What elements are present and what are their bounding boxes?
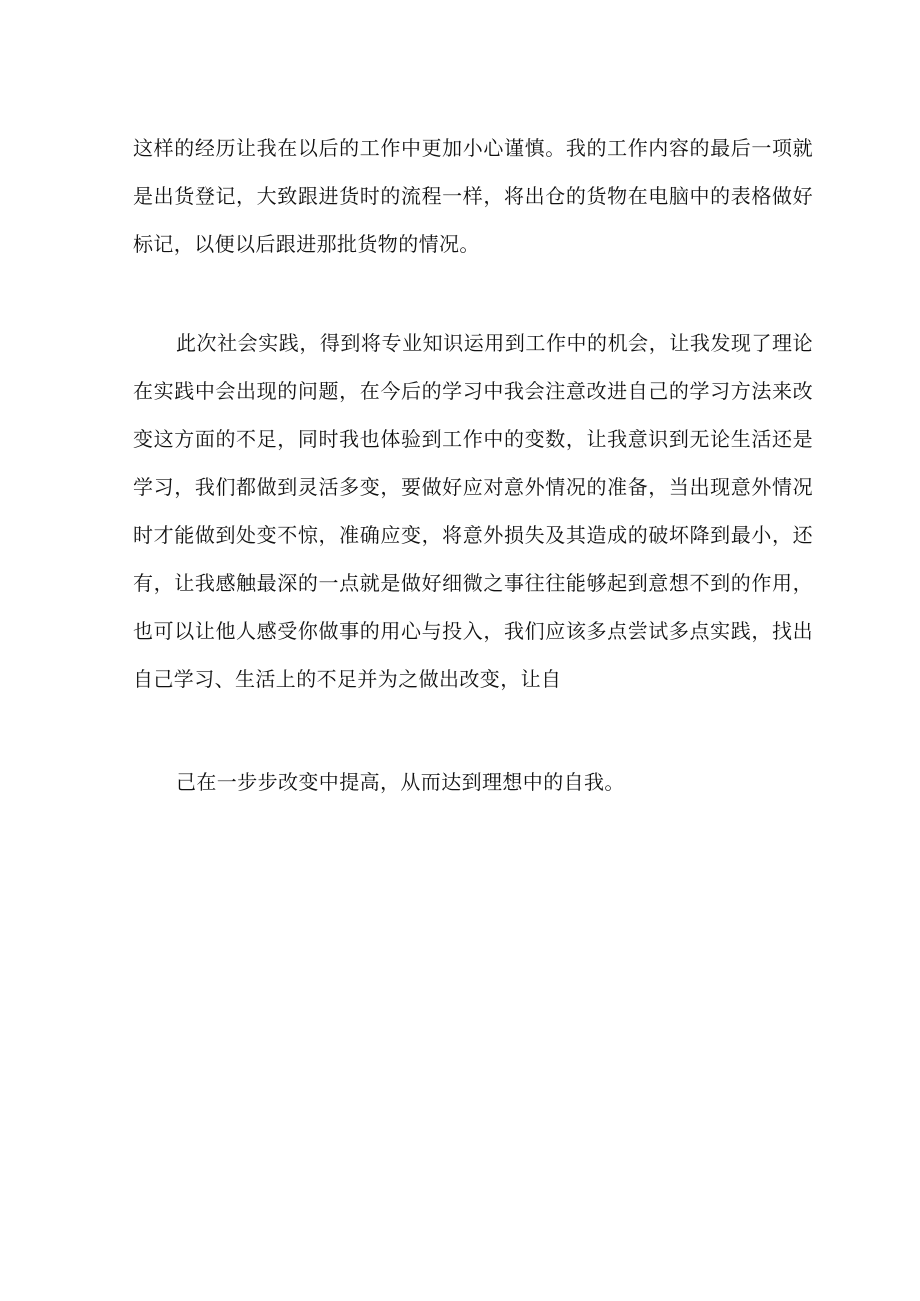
paragraph-work-experience: 这样的经历让我在以后的工作中更加小心谨慎。我的工作内容的最后一项就是出货登记，大致跟进货时的流程一样，将出仓的货物在电脑中的表格做好标记，以便以后跟进那批货物的情况。 [133, 136, 813, 256]
paragraph-conclusion: 己在一步步改变中提高，从而达到理想中的自我。 [176, 770, 625, 794]
paragraph-social-practice: 此次社会实践，得到将专业知识运用到工作中的机会，让我发现了理论在实践中会出现的问题，在今后的学习中我会注意改进自己的学习方法来改变这方面的不足，同时我也体验到工作中的变数，让我意识到无论生活还是学习，我们都做到灵活多变，要做好应对意外情况的准备，当出现意外情况时才能做到处变不惊，准确应变，将意外损失及其造成的破坏降到最小，还有，让我感触最深的一点就是做好细微之事往往能够起到意想不到的作用，也可以让他人感受你做事的用心与投入，我们应该多点尝试多点实践，找出自己学习、生活上的不足并为之做出改变，让自 [133, 331, 813, 691]
